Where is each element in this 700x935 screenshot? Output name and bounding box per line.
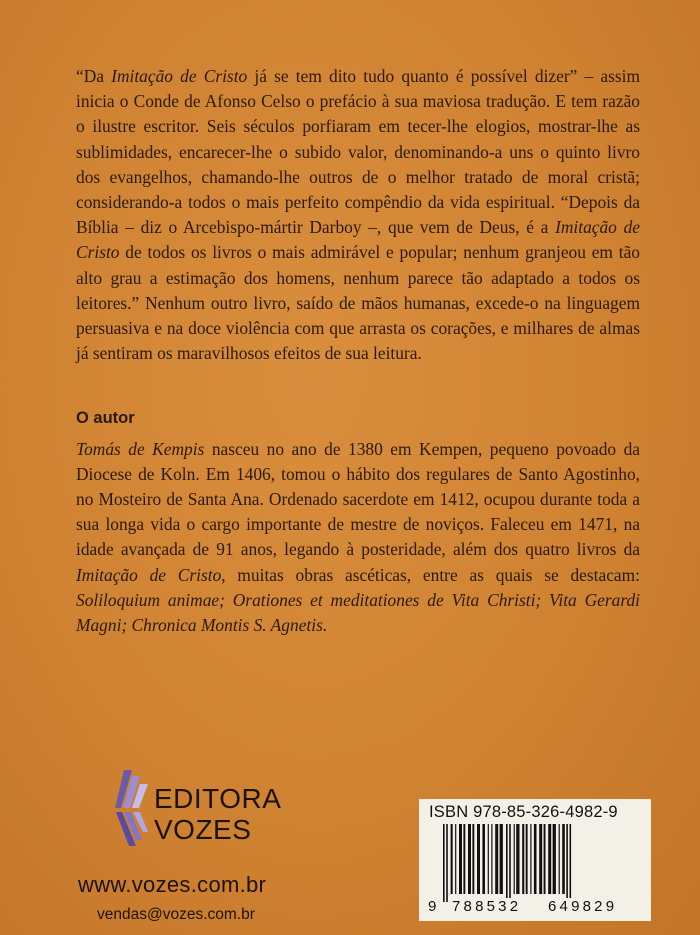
barcode-bar: [472, 824, 474, 894]
barcode-bar: [530, 824, 531, 894]
barcode-bar: [516, 824, 519, 894]
barcode-bar: [491, 824, 492, 894]
barcode-bar: [570, 824, 572, 902]
book-title-italic: Imitação de Cristo: [76, 217, 640, 263]
barcode-bar: [451, 824, 453, 894]
barcode-bar: [482, 824, 485, 894]
barcode-digits-right: 649829: [548, 898, 618, 915]
vozes-logo-icon: [112, 768, 156, 848]
barcode-bar: [506, 824, 508, 902]
isbn-barcode: [419, 799, 651, 921]
barcode-bar: [509, 824, 511, 902]
publisher-name: [154, 783, 281, 845]
author-text-2: , muitas obras ascéticas, entre as quais se destacam:: [221, 564, 640, 585]
publisher-name-line1: EDITORA: [154, 783, 282, 814]
description-text-2: já se tem dito tudo quanto é possível dizer” – assim inicia o Conde de Afonso Celso o prefácio à sua maviosa tradução. E tem razão o ilustre escritor. Seis séculos porfiaram em tecer-lhe elogios, mostrar-lhe as sublimidades, encarecer-lhe o subido valor, denominando-a uns o quinto livro dos evangelhos, chamando-lhe outros de o melhor tratado de moral cristã; considerando-a todos o mais perfeito compêndio da vida espiritual. “Depois da Bíblia – diz o Arcebispo-mártir Darboy –, que vem de Deus, é a: [76, 66, 640, 238]
isbn-label: ISBN 978-85-326-4982-9: [429, 803, 618, 821]
barcode-bar: [544, 824, 546, 894]
book-title-italic: Imitação de Cristo: [111, 66, 248, 86]
barcode-bar: [553, 824, 556, 894]
barcode-digit-first: 9: [428, 898, 437, 915]
back-cover-text: [76, 64, 640, 638]
author-paragraph: [76, 437, 640, 639]
description-text-1: “Da: [76, 66, 112, 86]
description-text-3: de todos os livros o mais admirável e popular; nenhum granjeou em tão alto grau a estimação dos homens, nenhum parece tão adaptado a todos os leitores.” Nenhum outro livro, saído de mãos humanas, excede-o na linguagem persuasiva e na doce violência com que arrasta os corações, e milhares de almas já sentiram os maravilhosos efeitos de sua leitura.: [76, 242, 640, 364]
barcode-bar: [562, 824, 565, 894]
barcode-bar: [495, 824, 498, 894]
publisher-email[interactable]: vendas@vozes.com.br: [97, 906, 255, 923]
barcode-bar: [459, 824, 462, 894]
barcode-digits-left: 788532: [452, 898, 522, 915]
author-heading: O autor: [76, 409, 135, 428]
barcode-bar: [488, 824, 489, 894]
barcode-bar: [443, 824, 445, 902]
author-works: Soliloquium animae; Orationes et meditationes de Vita Christi; Vita Gerardi Magni; Chronica Montis S. Agnetis.: [76, 589, 640, 636]
publisher-name-line2: VOZES: [154, 814, 252, 845]
barcode-bar: [500, 824, 503, 894]
author-name: Tomás de Kempis: [76, 438, 205, 459]
barcode-bar: [548, 824, 551, 894]
barcode-bars: [429, 824, 643, 902]
barcode-bar: [522, 824, 524, 894]
publisher-logo: [112, 768, 352, 848]
barcode-bar: [468, 824, 471, 894]
barcode-bar: [514, 824, 515, 894]
barcode-bar: [534, 824, 537, 894]
description-paragraph: [76, 64, 640, 366]
barcode-bar: [526, 824, 528, 894]
author-text-1: nasceu no ano de 1380 em Kempen, pequeno povoado da Diocese de Koln. Em 1406, tomou o hábito dos regulares de Santo Agostinho, no Mosteiro de Santa Ana. Ordenado sacerdote em 1412, ocupou durante toda a sua longa vida o cargo importante de mestre de noviços. Faleceu em 1471, na idade avançada de 91 anos, legando à posteridade, além dos quatro livros da: [76, 438, 640, 560]
barcode-bar: [446, 824, 448, 902]
barcode-bar: [559, 824, 560, 894]
book-title-italic: Imitação de Cristo: [76, 564, 222, 585]
barcode-bar: [477, 824, 480, 894]
publisher-website[interactable]: www.vozes.com.br: [78, 872, 267, 897]
barcode-bar: [566, 824, 568, 902]
barcode-bar: [455, 824, 456, 894]
barcode-bar: [539, 824, 542, 894]
barcode-bar: [463, 824, 465, 894]
